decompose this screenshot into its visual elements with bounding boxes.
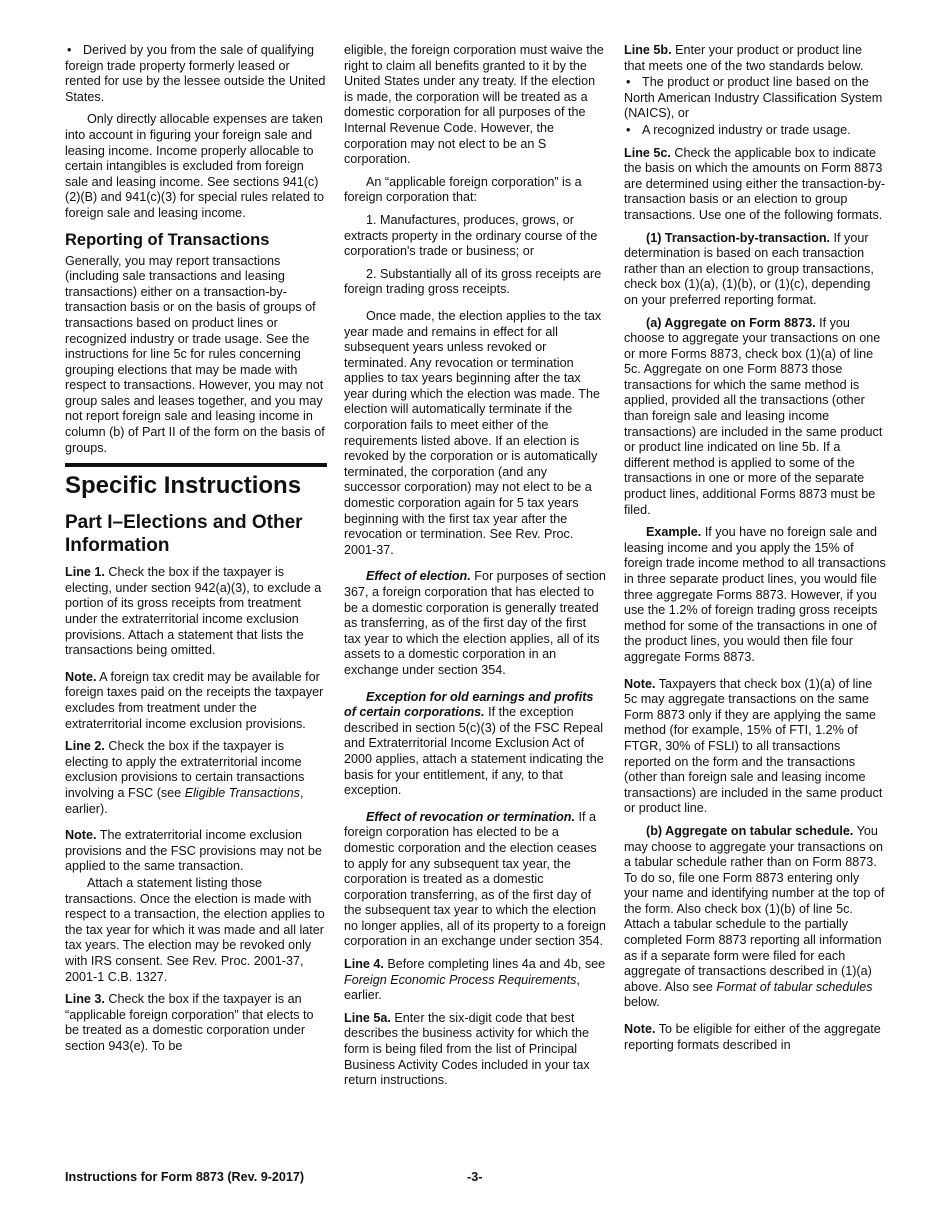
aggregate-on-tabular-schedule: (b) Aggregate on tabular schedule. You may choose to aggregate your transactions on a tabular schedule rather than on Form 8873. To do so, file one Form 8873 entering only your name and identifying number at the top of the form. Also check box (1)(b) of line 5c. Attach a tabular schedule to the partially completed Form 8873 reporting all information as if a separate form were filed for each aggregate of transactions described in (1)(a) above. Also see Format of tabular schedules below. <box>624 823 885 1010</box>
heading-specific-instructions: Specific Instructions <box>65 472 302 500</box>
list-item: 2. Substantially all of its gross receipts are foreign trading gross receipts. <box>344 266 602 297</box>
line-2-instructions: Line 2. Check the box if the taxpayer is electing to apply the extraterritorial income exclusion provisions to certain transactions involving a FSC (see Eligible Transactions, earlier). <box>65 739 305 816</box>
bullet-item: • The product or product line based on the North American Industry Classification System (NAICS), or <box>624 75 886 122</box>
bullet-item: • A recognized industry or trade usage. <box>624 123 886 139</box>
paragraph: Generally, you may report transactions (including sale transactions and leasing transactions) either on a transaction-by-transaction basis or on the basis of groups of transactions based on product lines or recognized industry or trade usage. See the instructions for line 5c for rules concerning grouping elections that may be made with respect to transactions. However, you may not group sales and leases together, and you may not report foreign sale and leasing income in column (b) of Part II of the form on the basis of groups. <box>65 253 325 455</box>
line-1-instructions: Line 1. Check the box if the taxpayer is electing, under section 942(a)(3), to exclude a portion of its gross receipts from treatment under the extraterritorial income exclusion provisions. Attach a statement that lists the transactions being omitted. <box>65 565 322 658</box>
paragraph: Only directly allocable expenses are taken into account in figuring your foreign sale and leasing income. Income properly allocable to certain intangibles is excluded from foreign sale and leasing income. See sections 941(c)(2)(B) and 941(c)(3) for special rules related to foreign sale and leasing income. <box>65 112 324 220</box>
page-number: -3- <box>467 1170 483 1184</box>
heading-rule <box>65 463 327 467</box>
aggregate-on-form: (a) Aggregate on Form 8873. If you choose to aggregate your transactions on one or more Forms 8873, check box (1)(a) of line 5c. Aggregate on one Form 8873 those transactions for which the same method is applied, provided all the transactions (other than foreign sale and leasing income transactions) are included in the same product or product line indicated on line 5b. If a different method is applied to some of the transactions in one or more of the separate product lines, additional Forms 8873 must be filed. <box>624 315 883 517</box>
paragraph: Once made, the election applies to the tax year made and remains in effect for all subsequent years unless revoked or terminated. Any revocation or termination applies to tax years beginning after the tax year during which the election was made. The election will automatically terminate if the corporation fails to meet either of the requirements listed above. If an election is revoked by the corporation or is automatically terminated, the corporation (and any successor corporation) may not elect to be a domestic corporation again for 5 tax years beginning with the first tax year after the revocation or termination. See Rev. Proc. 2001-37. <box>344 308 602 557</box>
paragraph: Attach a statement listing those transactions. Once the election is made with respect to a transaction, the election applies to the tax year for which it was made and all later tax years. The election may be revoked only with IRS consent. See Rev. Proc. 2001-37, 2001-1 C.B. 1327. <box>65 875 325 984</box>
note-fsc-provisions: Note. The extraterritorial income exclusion provisions and the FSC provisions may not be applied to the same transaction. <box>65 828 322 874</box>
bullet-item: • Derived by you from the sale of qualifying foreign trade property formerly leased or rented for use by the lessee outside the United States. <box>65 43 327 105</box>
column-3 <box>624 43 886 1060</box>
section-heading-reporting: Reporting of Transactions <box>65 230 270 249</box>
list-item: 1. Manufactures, produces, grows, or extracts property in the ordinary course of the corporation's trade or business; or <box>344 212 598 259</box>
line-3-instructions: Line 3. Check the box if the taxpayer is an “applicable foreign corporation” that elects to be treated as a domestic corporation under section 943(e). To be <box>65 992 314 1053</box>
note-foreign-tax-credit: Note. A foreign tax credit may be available for foreign taxes paid on the receipts the taxpayer excludes from treatment under the extraterritorial income exclusion provisions. <box>65 669 324 731</box>
note-aggregate: Note. Taxpayers that check box (1)(a) of line 5c may aggregate transactions on the same Form 8873 only if they are applying the same method (for example, 15% of FTI, 1.2% of FTGR, 30% of FSLI) to all transactions reported on the form and the transactions (other than foreign sale and leasing income transactions) are included in the same product or product line. <box>624 676 883 816</box>
exception-old-earnings: Exception for old earnings and profits of certain corporations. If the exception described in section 5(c)(3) of the FSC Repeal and Extraterritorial Income Exclusion Act of 2000 applies, attach a statement indicating the basis for your entitlement, if any, to that exception. <box>344 689 604 798</box>
column-2 <box>344 43 606 1096</box>
line-4-instructions: Line 4. Before completing lines 4a and 4b, see Foreign Economic Process Requirements, earlier. <box>344 957 606 1003</box>
heading-part-1: Part I–Elections and Other Information <box>65 512 303 557</box>
effect-of-revocation: Effect of revocation or termination. If a foreign corporation has elected to be a domestic corporation and the election ceases to apply for any subsequent tax year, the corporation is treated as a domestic corporation transferring, as of the first day of the subsequent tax year to which the election no longer applies, all of its property to a foreign corporation in an exchange under section 354. <box>344 809 606 949</box>
example: Example. If you have no foreign sale and leasing income and you apply the 15% of foreign trade income method to all transactions in three separate product lines, you would file three aggregate Forms 8873. However, if you use the 1.2% of foreign trading gross receipts method for some of the transactions in one of the product lines, you would then file four aggregate Forms 8873. <box>624 525 886 664</box>
column-1 <box>65 43 327 1061</box>
paragraph: An “applicable foreign corporation” is a foreign corporation that: <box>344 174 582 205</box>
footer-title: Instructions for Form 8873 (Rev. 9-2017) <box>65 1170 305 1184</box>
line-5a-instructions: Line 5a. Enter the six-digit code that best describes the business activity for which the form is being filed from the list of Principal Business Activity Codes included in your tax return instructions. <box>344 1010 590 1088</box>
paragraph: eligible, the foreign corporation must waive the right to claim all benefits granted to it by the United States under any treaty. If the election is made, the corporation will be treated as a domestic corporation for all purposes of the Internal Revenue Code. However, the corporation may not elect to be an S corporation. <box>344 43 604 167</box>
line-5b-instructions: Line 5b. Enter your product or product line that meets one of the two standards below. <box>624 43 864 73</box>
effect-of-election: Effect of election. For purposes of section 367, a foreign corporation that has elected to be a domestic corporation is generally treated as transferring, as of the first day of the first tax year to which the election applies, all of its assets to a domestic corporation in an exchange under section 354. <box>344 569 606 677</box>
transaction-by-transaction: (1) Transaction-by-transaction. If your determination is based on each transaction rather than an election to group transactions, check box (1)(a), (1)(b), or (1)(c), depending on your preferred reporting format. <box>624 230 874 307</box>
line-5c-instructions: Line 5c. Check the applicable box to indicate the basis on which the amounts on Form 8873 are determined using either the transaction-by-transaction basis or an election to group transactions. Use one of the following formats. <box>624 145 886 222</box>
note-eligibility: Note. To be eligible for either of the aggregate reporting formats described in <box>624 1022 881 1052</box>
